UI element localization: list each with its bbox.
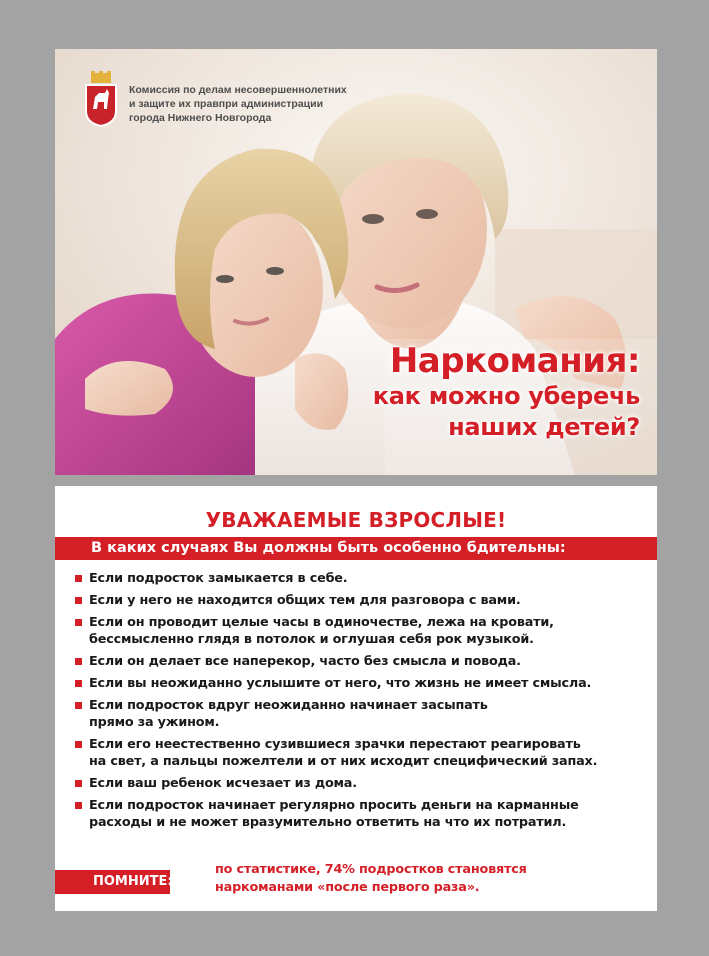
list-item-line: Если вы неожиданно услышите от него, что жизнь не имеет смысла. bbox=[89, 676, 592, 691]
remember-statement bbox=[215, 861, 527, 897]
remember-line: наркоманами «после первого раза». bbox=[215, 880, 480, 895]
list-item-line: Если подросток начинает регулярно просить деньги на карманные bbox=[89, 798, 579, 813]
list-item-line: Если он проводит целые часы в одиночестве, лежа на кровати, bbox=[89, 615, 554, 630]
headline bbox=[373, 341, 640, 443]
organization-line: Комиссия по делам несовершеннолетних bbox=[129, 84, 347, 96]
bullet-square-icon bbox=[75, 597, 82, 604]
list-item-line: прямо за ужином. bbox=[89, 715, 220, 730]
list-item bbox=[75, 614, 647, 648]
list-item bbox=[75, 675, 647, 692]
warning-signs-list bbox=[75, 570, 647, 836]
photo-card bbox=[55, 49, 657, 475]
notice-card bbox=[55, 486, 657, 911]
list-item bbox=[75, 797, 647, 831]
organization-line: города Нижнего Новгорода bbox=[129, 112, 272, 124]
remember-label: ПОМНИТЕ: bbox=[55, 870, 170, 894]
list-item bbox=[75, 736, 647, 770]
bullet-square-icon bbox=[75, 802, 82, 809]
list-item-line: Если его неестественно сузившиеся зрачки перестают реагировать bbox=[89, 737, 581, 752]
list-item-line: Если у него не находится общих тем для разговора с вами. bbox=[89, 593, 521, 608]
list-item bbox=[75, 592, 647, 609]
notice-subtitle-bar bbox=[55, 537, 657, 560]
remember-line: по статистике, 74% подростков становятся bbox=[215, 862, 527, 877]
list-item bbox=[75, 570, 647, 587]
bullet-square-icon bbox=[75, 780, 82, 787]
bullet-square-icon bbox=[75, 658, 82, 665]
headline-line: наших детей? bbox=[448, 413, 640, 441]
bullet-square-icon bbox=[75, 619, 82, 626]
organization-line: и защите их правпри администрации bbox=[129, 98, 324, 110]
list-item-line: Если подросток замыкается в себе. bbox=[89, 571, 348, 586]
notice-subtitle: В каких случаях Вы должны быть особенно бдительны: bbox=[91, 540, 566, 556]
organization-header bbox=[83, 71, 347, 127]
list-item-line: Если ваш ребенок исчезает из дома. bbox=[89, 776, 357, 791]
nizhny-novgorod-coat-of-arms-icon bbox=[83, 71, 119, 127]
headline-line: Наркомания: bbox=[389, 341, 640, 381]
headline-line: как можно уберечь bbox=[372, 382, 640, 410]
bullet-square-icon bbox=[75, 741, 82, 748]
list-item-line: расходы и не может вразумительно ответить на что их потратил. bbox=[89, 815, 567, 830]
list-item-line: на свет, а пальцы пожелтели и от них исходит специфический запах. bbox=[89, 754, 598, 769]
list-item-line: Если подросток вдруг неожиданно начинает засыпать bbox=[89, 698, 488, 713]
organization-name bbox=[129, 83, 347, 125]
notice-title: УВАЖАЕМЫЕ ВЗРОСЛЫЕ! bbox=[205, 508, 507, 532]
list-item-line: Если он делает все наперекор, часто без смысла и повода. bbox=[89, 654, 521, 669]
bullet-square-icon bbox=[75, 575, 82, 582]
list-item bbox=[75, 697, 647, 731]
list-item bbox=[75, 775, 647, 792]
list-item bbox=[75, 653, 647, 670]
bullet-square-icon bbox=[75, 680, 82, 687]
bullet-square-icon bbox=[75, 702, 82, 709]
list-item-line: бессмысленно глядя в потолок и оглушая себя рок музыкой. bbox=[89, 632, 534, 647]
